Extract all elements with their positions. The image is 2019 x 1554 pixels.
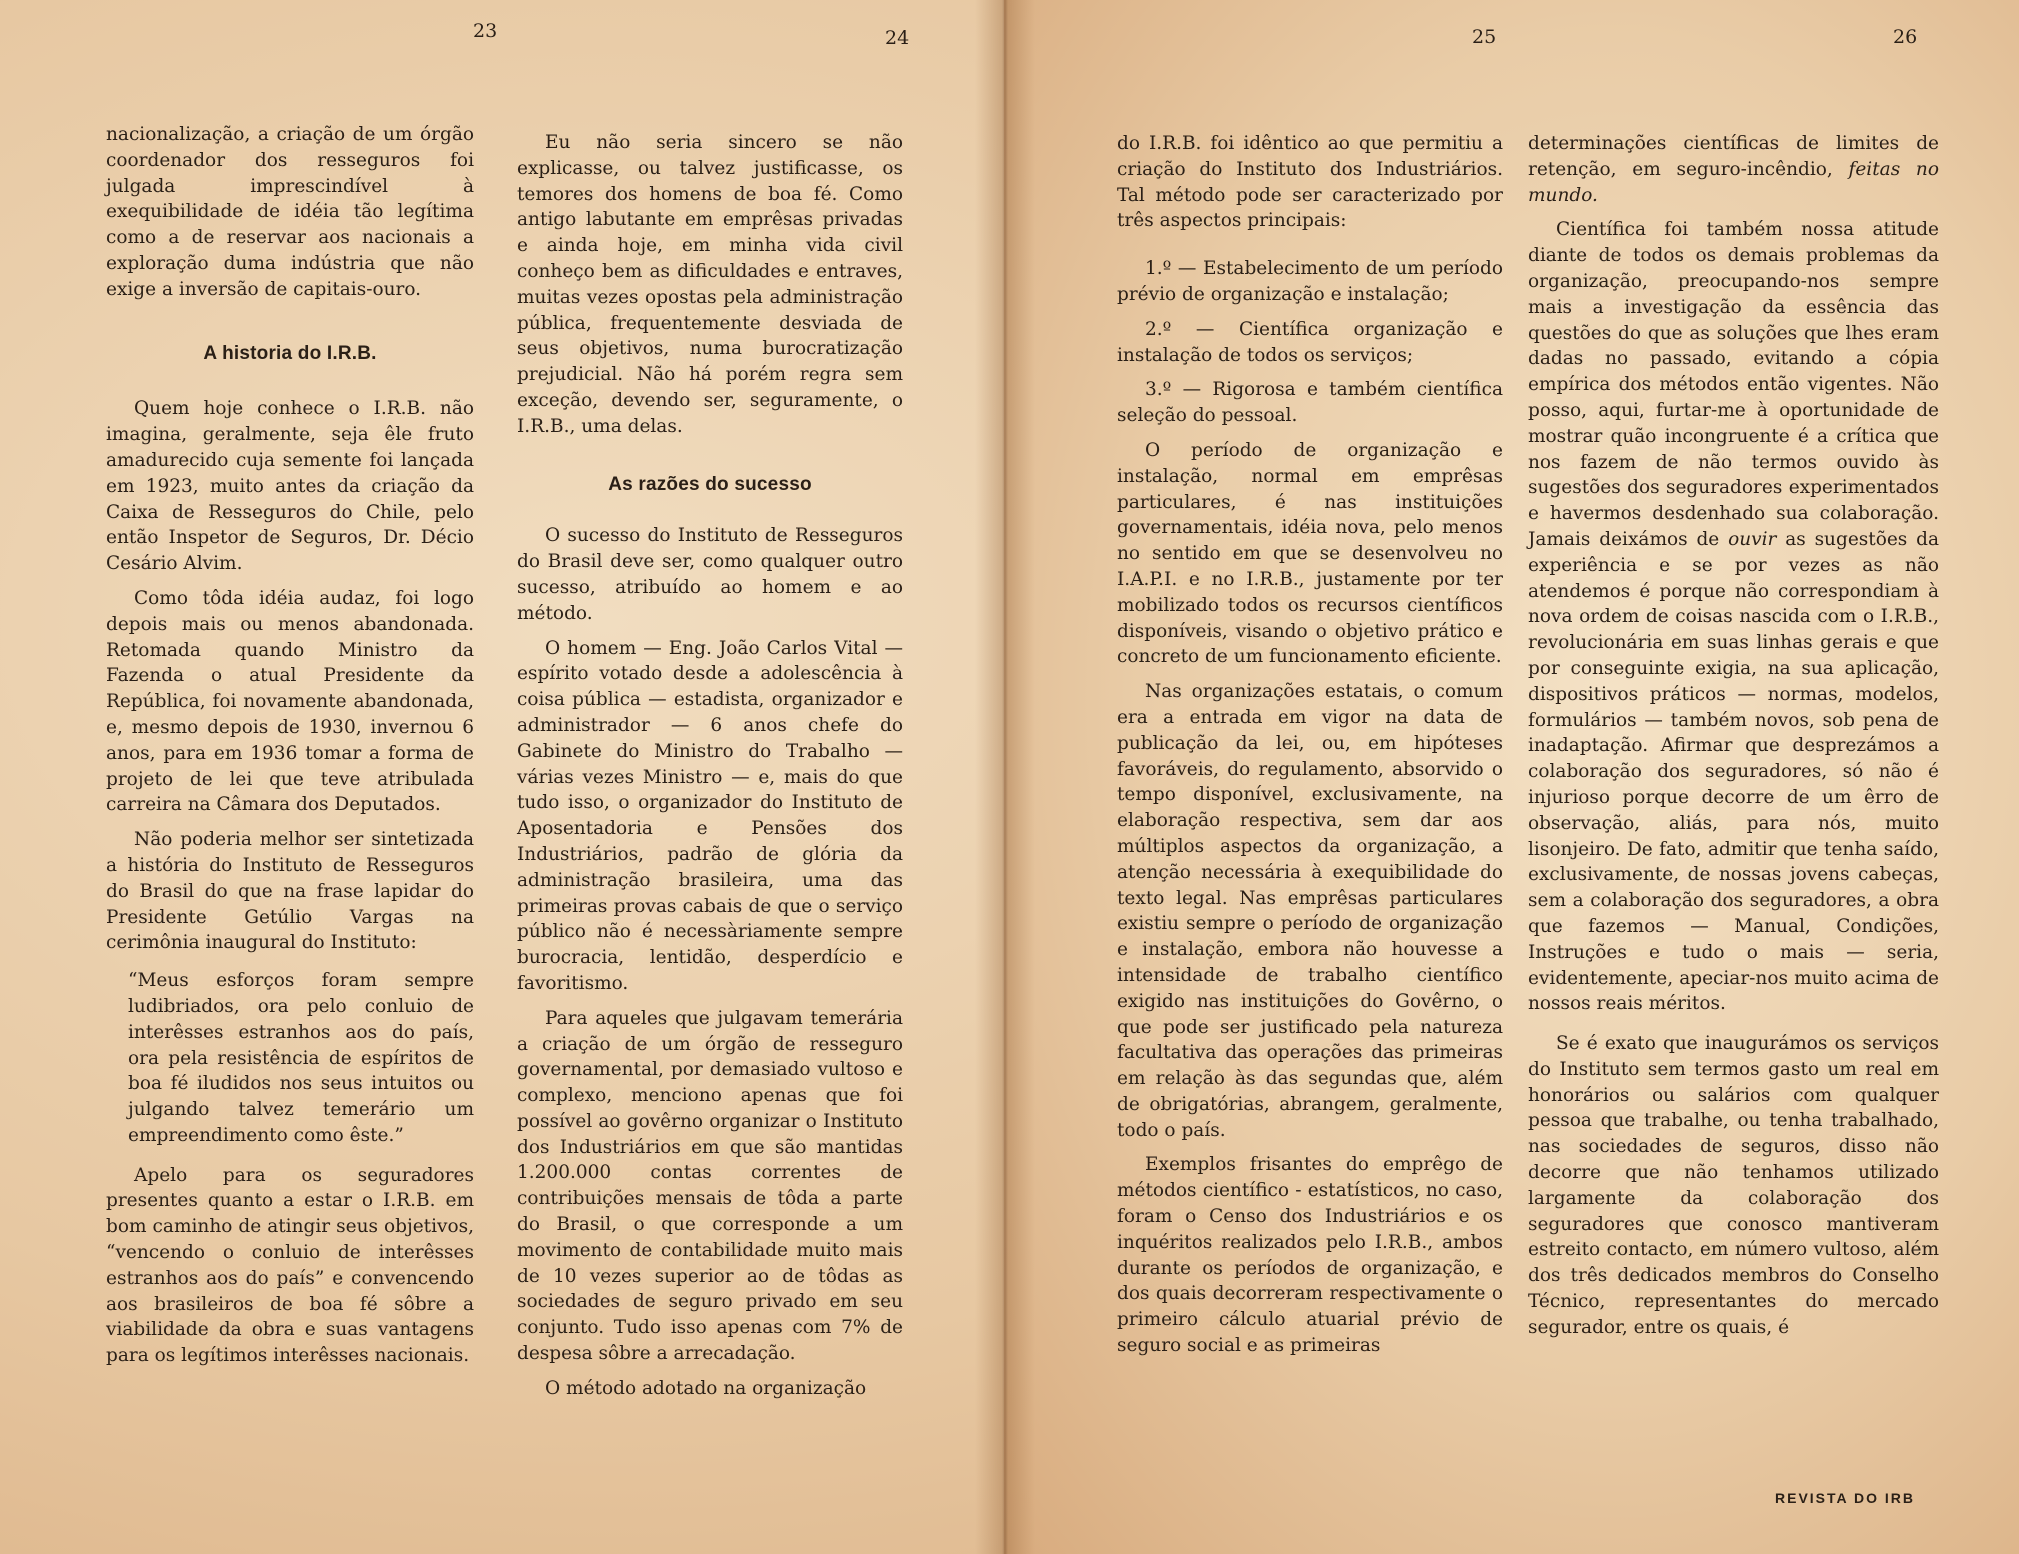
quote-text: “Meus esforços foram sempre ludibriados, ora pelo conluio de interêsses estranhos aos do país, ora pela resistência de espíritos de boa fé iludidos nos seus intuitos ou julgando talvez temerário um empreendimento como êste.” (128, 970, 474, 1146)
section-heading: A historia do I.R.B. (203, 342, 377, 364)
column-3 (1117, 131, 1503, 1359)
page-number-23: 23 (473, 20, 498, 42)
paragraph (1528, 217, 1939, 1017)
paragraph: Apelo para os seguradores presentes quanto a estar o I.R.B. em bom caminho de atingir seus objetivos, “vencendo o conluio de interêsses estranhos aos do país” e convencendo aos brasileiros de boa fé sôbre a viabilidade da obra e suas vantagens para os legítimos interêsses nacionais. (106, 1164, 474, 1367)
page-number-26: 26 (1893, 26, 1918, 48)
list-item: 3.º — Rigorosa e também científica seleção do pessoal. (1117, 379, 1503, 427)
paragraph: O homem — Eng. João Carlos Vital — espírito votado desde a adolescência à coisa pública — estadista, organizador e administrador — 6 anos chefe do Gabinete do Ministro do Trabalho — várias vezes Ministro — e, mais do que tudo isso, o organizador do Instituto de Aposentadoria e Pensões dos Industriários, padrão de glória da administração brasileira, uma das primeiras provas cabais de que o serviço público não é necessàriamente sempre burocracia, lentidão, desperdício e favoritismo. (517, 637, 903, 994)
paragraph: nacionalização, a criação de um órgão coordenador dos resseguros foi julgada imprescindível à exequibilidade de idéia tão legítima como a de reservar aos nacionais a exploração duma indústria que não exige a inversão de capitais-ouro. (106, 124, 474, 300)
block-quote (106, 968, 474, 1149)
paragraph: Se é exato que inaugurámos os serviços do Instituto sem termos gasto um real em honorários ou salários com qualquer pessoa que trabalhe, ou tenha trabalhado, nas sociedades de seguros, disso não decorre que não tenhamos utilizado largamente da colaboração dos seguradores que conosco mantiveram estreito contacto, em número vultoso, além dos três dedicados membros do Conselho Técnico, representantes do mercado segurador, entre os quais, é (1528, 1033, 1939, 1338)
column-2 (517, 130, 903, 1402)
text-run: Científica foi também nossa atitude diante de todos os demais problemas da organização, preocupando-nos sempre mais a investigação da essência das questões do que as soluções que lhes eram dadas no passado, evitando a cópia empírica dos métodos então vigentes. Não posso, aqui, furtar-me à oportunidade de mostrar quão incongruente é a crítica que nos fazem de não termos ouvido às sugestões dos seguradores experimentados e havermos desdenhado sua colaboração. Jamais deixámos de (1528, 219, 1939, 550)
text-run: as sugestões da experiência e se por vezes as não atendemos é porque não correspondiam à nova ordem de coisas nascida com o I.R.B., revolucionária em suas linhas gerais e que por conseguinte exigia, na sua aplicação, dispositivos práticos — normas, modelos, formulários — também novos, sob pena de inadaptação. Afirmar que desprezámos a colaboração dos seguradores, só não é injurioso porque decorre de um êrro de observação, aliás, para nós, muito lisonjeiro. De fato, admitir que tenha saído, exclusivamente, de nossas jovens cabeças, sem a colaboração dos seguradores, a obra que fazemos — Manual, Condições, Instruções e tudo o mais — seria, evidentemente, apeciar-nos muito acima de nossos reais méritos. (1528, 528, 1939, 1015)
section-heading: As razões do sucesso (608, 473, 812, 495)
paragraph: Nas organizações estatais, o comum era a entrada em vigor na data de publicação da lei, ou, em hipóteses favoráveis, do regulamento, absorvido o tempo disponível, exclusivamente, na elaboração respectiva, sem dar aos múltiplos aspectos da organização, a atenção necessária à exequibilidade do texto legal. Nas emprêsas particulares existiu sempre o período de organização e instalação, embora não houvesse a intensidade de trabalho científico exigido nas instituições do Govêrno, o que pode ser justificado pela natureza facultativa das operações das primeiras em relação às das segundas que, além de obrigatórias, abrangem, geralmente, todo o país. (1117, 681, 1503, 1141)
paragraph: O método adotado na organização (545, 1377, 867, 1399)
list-item: 2.º — Científica organização e instalação de todos os serviços; (1117, 318, 1503, 366)
list-item: 1.º — Estabelecimento de um período prévio de organização e instalação; (1117, 258, 1503, 305)
column-1 (106, 122, 474, 1369)
paragraph: Não poderia melhor ser sintetizada a história do Instituto de Resseguros do Brasil do que na frase lapidar do Presidente Getúlio Vargas na cerimônia inaugural do Instituto: (106, 829, 474, 954)
paragraph: Para aqueles que julgavam temerária a criação de um órgão de resseguro governamental, por demasiado vultoso e complexo, menciono apenas que foi possível ao govêrno organizar o Instituto dos Industriários em que são mantidas 1.200.000 contas correntes de contribuições mensais de tôda a parte do Brasil, o que corresponde a um movimento de contabilidade muito mais de 10 vezes superior ao de tôdas as sociedades de seguro privado em seu conjunto. Tudo isso apenas com 7% de despesa sôbre a arrecadação. (517, 1007, 903, 1365)
column-4 (1528, 131, 1939, 1341)
paragraph: O período de organização e instalação, normal em emprêsas particulares, é nas instituições governamentais, idéia nova, pelo menos no sentido em que se desenvolveu no I.A.P.I. e no I.R.B., justamente por ter mobilizado todos os recursos científicos disponíveis, visando o objetivo prático e concreto de um funcionamento eficiente. (1117, 439, 1503, 668)
paragraph: O sucesso do Instituto de Resseguros do Brasil deve ser, como qualquer outro sucesso, atribuído ao homem e ao método. (517, 525, 903, 624)
page-number-24: 24 (885, 27, 910, 49)
italic-text: feitas no mundo. (1528, 158, 1939, 206)
paragraph (1528, 131, 1939, 208)
magazine-footer: REVISTA DO IRB (1775, 1490, 1916, 1506)
text-run: determinações científicas de limites de retenção, em seguro-incêndio, (1528, 133, 1939, 180)
paragraph: Quem hoje conhece o I.R.B. não imagina, geralmente, seja êle fruto amadurecido cuja semente foi lançada em 1923, muito antes da criação da Caixa de Resseguros do Chile, pelo então Inspetor de Seguros, Dr. Décio Cesário Alvim. (106, 398, 474, 575)
paragraph: Exemplos frisantes do emprêgo de métodos científico - estatísticos, no caso, foram o Censo dos Industriários e os inquéritos realizados pelo I.R.B., ambos durante os períodos de organização, e dos quais decorreram respectivamente o primeiro cálculo atuarial prévio de seguro social e as primeiras (1117, 1154, 1503, 1357)
paragraph: Como tôda idéia audaz, foi logo depois mais ou menos abandonada. Retomada quando Ministro da Fazenda o atual Presidente da República, foi novamente abandonada, e, mesmo depois de 1930, invernou 6 anos, para em 1936 tomar a forma de projeto de lei que teve atribulada carreira na Câmara dos Deputados. (106, 587, 474, 816)
italic-text: ouvir (1728, 528, 1777, 550)
paragraph: Eu não seria sincero se não explicasse, ou talvez justificasse, os temores dos homens de boa fé. Como antigo labutante em emprêsas privadas e ainda hoje, em minha vida civil conheço bem as dificuldades e entraves, muitas vezes opostas pela administração pública, frequentemente desviada de seus objetivos, numa burocratização prejudicial. Não há porém regra sem exceção, devendo ser, seguramente, o I.R.B., uma delas. (517, 132, 903, 437)
page-number-25: 25 (1472, 26, 1497, 48)
paragraph: do I.R.B. foi idêntico ao que permitiu a criação do Instituto dos Industriários. Tal método pode ser caracterizado por três aspectos principais: (1117, 133, 1503, 232)
binding-gutter (975, 0, 1035, 1554)
